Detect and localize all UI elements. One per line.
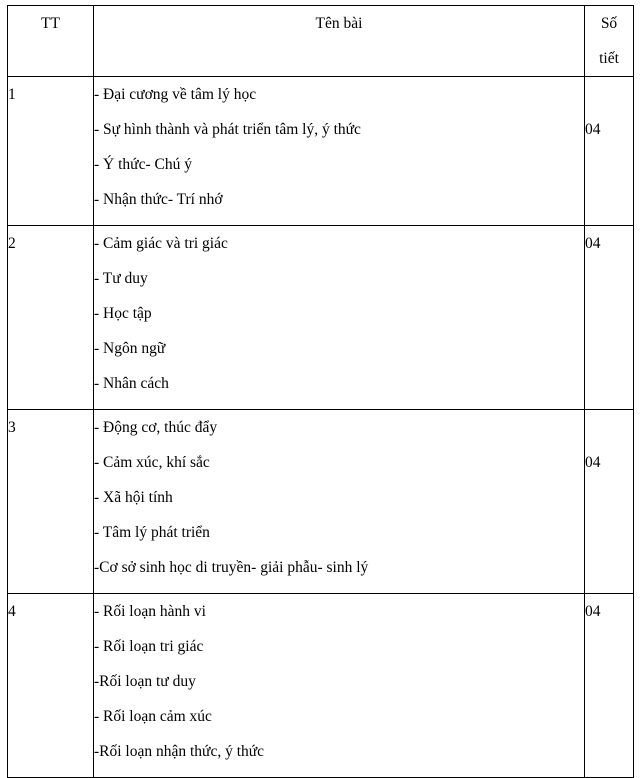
lesson-item: - Rối loạn tri giác bbox=[94, 638, 204, 655]
lesson-item: - Nhận thức- Trí nhớ bbox=[94, 191, 223, 208]
lesson-item: - Ý thức- Chú ý bbox=[94, 156, 192, 173]
lesson-item: - Tư duy bbox=[94, 270, 148, 287]
lesson-item: -Rối loạn tư duy bbox=[94, 673, 196, 690]
row-periods: 04 bbox=[585, 226, 634, 410]
lesson-item: - Cảm giác và tri giác bbox=[94, 235, 228, 252]
lesson-item: - Sự hình thành và phát triển tâm lý, ý thức bbox=[94, 121, 361, 138]
row-lessons bbox=[94, 226, 585, 410]
row-lessons bbox=[94, 594, 585, 778]
lesson-table bbox=[7, 5, 634, 778]
row-index: 4 bbox=[8, 594, 94, 778]
table-row bbox=[8, 226, 634, 410]
row-index: 1 bbox=[8, 77, 94, 226]
row-lessons bbox=[94, 410, 585, 594]
row-lessons bbox=[94, 77, 585, 226]
lesson-item: - Tâm lý phát triển bbox=[94, 524, 210, 541]
header-periods-line1: Số bbox=[600, 15, 618, 32]
lesson-item: - Động cơ, thúc đẩy bbox=[94, 419, 218, 436]
lesson-item: -Rối loạn nhận thức, ý thức bbox=[94, 743, 265, 760]
header-lesson-name: Tên bài bbox=[94, 6, 585, 77]
table-row bbox=[8, 77, 634, 226]
lesson-item: - Rối loạn hành vi bbox=[94, 603, 206, 620]
header-periods-line2: tiết bbox=[599, 50, 619, 67]
row-index: 2 bbox=[8, 226, 94, 410]
table-header-row bbox=[8, 6, 634, 77]
lesson-item: - Ngôn ngữ bbox=[94, 340, 166, 357]
table-row bbox=[8, 410, 634, 594]
lesson-item: - Rối loạn cảm xúc bbox=[94, 708, 212, 725]
header-tt: TT bbox=[8, 6, 94, 77]
table-row bbox=[8, 594, 634, 778]
lesson-item: -Cơ sở sinh học di truyền- giải phẫu- sinh lý bbox=[94, 559, 369, 576]
document-page bbox=[7, 5, 634, 778]
row-index: 3 bbox=[8, 410, 94, 594]
lesson-item: - Đại cương về tâm lý học bbox=[94, 86, 257, 103]
lesson-item: - Xã hội tính bbox=[94, 489, 173, 506]
lesson-item: - Nhân cách bbox=[94, 375, 169, 392]
row-periods: 04 bbox=[585, 594, 634, 778]
row-periods: 04 bbox=[585, 77, 634, 226]
lesson-item: - Học tập bbox=[94, 305, 152, 322]
lesson-item: - Cảm xúc, khí sắc bbox=[94, 454, 210, 471]
header-periods bbox=[585, 6, 634, 77]
row-periods: 04 bbox=[585, 410, 634, 594]
